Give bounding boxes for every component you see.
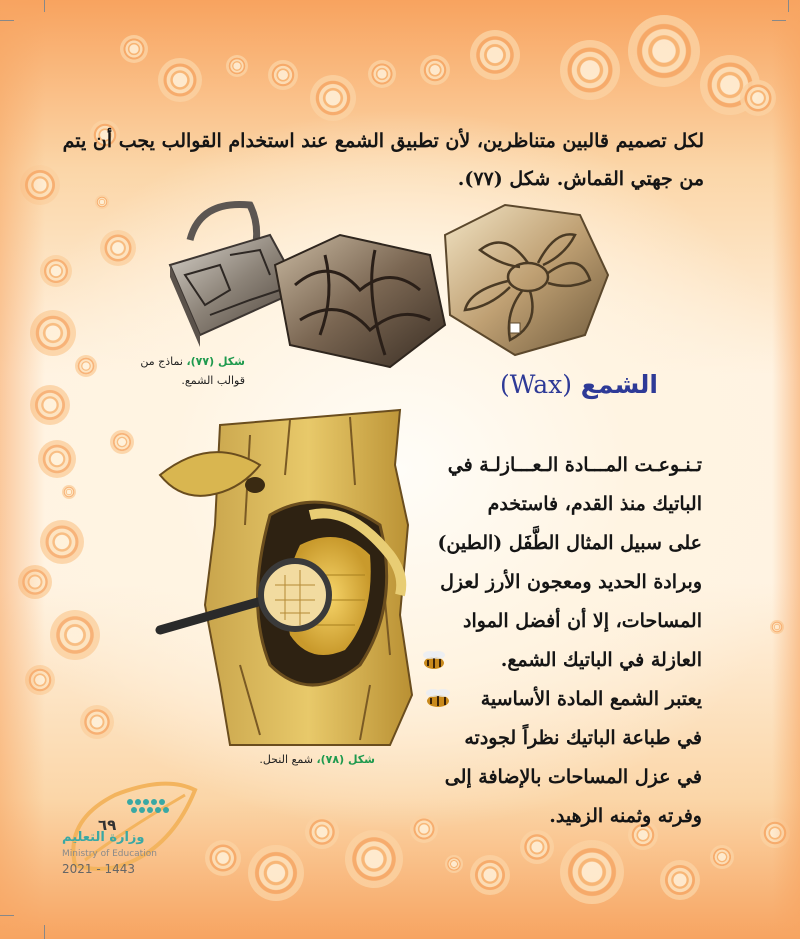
intro-line: لكل تصميم قالبين متناظرين، لأن تطبيق الشمع عند استخدام القوالب يجب أن يتم — [62, 130, 704, 152]
page-number: ٦٩ — [98, 816, 117, 834]
crop-mark — [772, 20, 786, 21]
body-line: تـنـوعـت المـــادة الـعـــازلـة في — [447, 454, 702, 476]
body-line: في طباعة الباتيك نظراً لجودته — [464, 727, 702, 749]
body-line: على سبيل المثال الطَّفَل (الطين) — [437, 532, 702, 554]
figure-77-label: شكل (٧٧)، — [186, 355, 245, 368]
figure-78-caption-text: شمع النحل. — [259, 753, 313, 766]
left-edge-shade — [0, 0, 45, 939]
crop-mark — [44, 925, 45, 939]
body-line: العازلة في الباتيك الشمع. — [500, 649, 702, 671]
right-edge-shade — [772, 0, 800, 939]
figure-78-label: شكل (٧٨)، — [316, 753, 375, 766]
section-heading — [500, 370, 658, 399]
section-title-arabic: الشمع — [580, 370, 658, 399]
body-line: وفرته وثمنه الزهيد. — [549, 805, 702, 827]
body-line: يعتبر الشمع المادة الأساسية — [480, 688, 702, 710]
intro-paragraph — [62, 122, 704, 198]
section-title-english: (Wax) — [499, 370, 573, 399]
crop-mark — [0, 20, 14, 21]
crop-mark — [44, 0, 45, 12]
ministry-name-english: Ministry of Education — [62, 849, 157, 859]
body-line: وبرادة الحديد ومعجون الأرز لعزل — [440, 571, 702, 593]
figure-77-caption — [140, 352, 245, 390]
figure-77-caption-line1: نماذج من — [140, 355, 183, 368]
figure-77-caption-line2: قوالب الشمع. — [181, 374, 245, 387]
crop-mark — [788, 0, 789, 12]
body-line: في عزل المساحات بالإضافة إلى — [444, 766, 702, 788]
figure-78-caption — [259, 750, 375, 769]
wax-stamp-blocks-photo — [160, 195, 620, 375]
body-line: الباتيك منذ القدم، فاستخدم — [487, 493, 702, 515]
body-line: المساحات، إلا أن أفضل المواد — [463, 610, 702, 632]
edition-year: 2021 - 1443 — [62, 862, 136, 876]
ministry-name-arabic: وزارة التعليم — [62, 830, 145, 845]
crop-mark — [0, 915, 14, 916]
body-paragraph — [362, 446, 702, 836]
intro-line: من جهتي القماش. شكل (٧٧). — [457, 168, 704, 190]
